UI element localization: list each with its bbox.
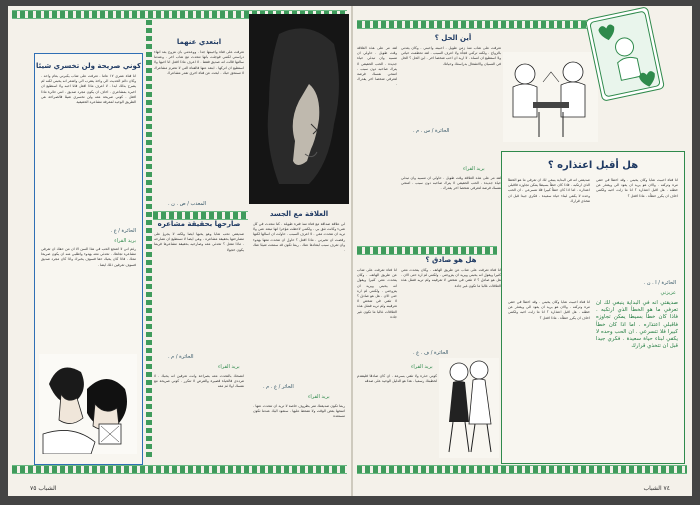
right-top-reply: لقد مر على هذه العلاقة وقت طويل . حاولي ان تنسيه وان تبدئي حياة جديدة . الحب الحقيقي لا يترك صاحبه دون سبب . امنحي نفسك فرصة لتعرفي شخصا اخر يقدرك . — [401, 176, 501, 191]
left-box — [34, 53, 143, 465]
left-box-signature: الحائرة / ع . — [110, 228, 136, 234]
right-mid-reply: كوني حذرة ولا تثقي بسرعة . ان كان صادقا فليتقدم لخطبتك رسميا . هذا هو الدليل الوحيد على صدقه — [357, 374, 437, 384]
right-box — [501, 151, 685, 464]
left-col2-text: صديقتي تحب شابا وهو يحبها ايضا ولكنه لا يجرؤ على مصارحتها بحقيقة مشاعره . وهي ايضا لا تستطيع ان تصارحه . ماذا تفعل ؟ تحدثي معه وصارحيه بحقيقة مشاعرها فربما يكون خجولا — [154, 232, 244, 252]
right-top-signature: الحائرة / س . م . — [413, 128, 450, 134]
right-mid-continued: انا فتاة تعرفت على شاب عن طريق الهاتف . وكان يتحدث معي كثيرا ويقول انه يحبني ويريد ان يتزوجني . ولكنني لم اره حتى الان . هل هو صادق ؟ لا تثقي في شخص لا تعرفينه ولم تريه فمثل هذه العلاقات غالبا ما تكون غير جادة — [357, 268, 397, 319]
left-mid-subtitle: بريد القراء — [308, 394, 330, 400]
right-mid-subtitle: بريد القراء — [411, 364, 433, 370]
right-box-subtitle: عزيزتي — [660, 290, 676, 296]
right-box-reply: صديقتي انه في البداية ينبغي لك ان تعرفي ما هو الخطأ الذي ارتكبه . فاذا كان خطأ بسيطا يمكن تجاوزه فاقبلي اعتذاره . اما اذا كان خطأ كبيرا فلا تتسرعي . ان الحب وحده لا يكفي لبناء حياة سعيدة . فكري جيدا قبل ان تتخذي قرارك — [596, 300, 678, 350]
vine-band — [153, 211, 248, 220]
portrait-figure — [249, 14, 349, 204]
left-box-text: انا فتاة عمري ١٧ عاما . تعرفت على شاب يكبرني بعام واحد . وكان دائم الحديث الي واخذ يتقرب الي واشعر انه يحبني لكنه لم يصرح بذلك ابدا . لا اعرف ماذا افعل فانا احبه ولا استطيع ان اخبره بمشاعري . اخاف ان يكون مجرد صديق . انني حائرة ماذا افعل . كوني صريحة معه ولن تخسري شيئا فالصراحة هي الطريق الوحيد لمعرفة مشاعره الحقيقية — [41, 74, 136, 105]
right-box-reply-cont: انا فتاة احببت شابا وكان يحبني . وقد اخطأ في حقي مرة وتركته . والان هو يريد ان يعود الي ويعتذر عن خطئه . هل اقبل اعتذاره ؟ انا ما زلت احبه ولكنني اخاف ان يكرر خطأه . ماذا افعل ؟ — [508, 300, 590, 320]
couple-dancing-illustration — [439, 358, 499, 458]
left-box-title: كوني صريحة ولن تخسري شيئا — [35, 62, 142, 70]
left-mid-reply: ربما تكون صديقتك تمر بظروف خاصة لا تريد ان تتحدث عنها . امنحها بعض الوقت ولا تضغط عليها . ستعود اليك عندما تكون مستعدة — [253, 404, 345, 419]
right-mid-title: هل هو صادق ؟ — [425, 256, 477, 264]
left-mid-title: العلاقة مع الجسد — [269, 210, 329, 218]
right-top-text: تعرفت على شاب منذ زمن طويل . احببته واحبني . وكان يعدني بالزواج . ولكنه تركني فجأة ولا اعرف السبب . لقد تحطمت حياتي ولا استطيع ان انساه . لا اريد ان احب شخصا اخر . اين الحل ؟ الحل في النسيان والانشغال بدراستك وحياتك — [401, 46, 501, 66]
left-col-text: تعرفت على فتاة واحببتها جدا . ووعدتني بان نتزوج بعد انهاء دراستي لكنني فوجئت بانها تتحدث مع شاب اخر . وعندما سالتها قالت انه صديق فقط . لا اعرف ماذا افعل انا احبها ولا استطيع ان اتركها . ابتعد عنها فالفتاة التي لا تحترم مشاعرك لا تستحق حبك . ابحث عن فتاة اخرى تقدر مشاعرك — [154, 50, 244, 75]
right-box-signature: الحائرة / ا . ن . — [643, 280, 676, 286]
vine-divider — [146, 20, 152, 460]
left-col2-reply: انصحك بالتحدث معه بصراحة وانت تعرفين انه يحبك . لا تترددي فالحياة قصيرة والفرص لا تتكرر . كوني صريحة مع نفسك اولا ثم معه — [154, 374, 244, 389]
left-col-signature: المعذب / ص . ن . — [168, 201, 207, 207]
left-box-reply: رغم اني لا اشجع الحب في هذا السن الا ان من حقك ان تعرفي مشاعره تجاهك . تحدثي معه بهدوء واطلبي منه ان يكون صريحا معك . فاذا كان يحبك حقا فسوف يخبرك واذا كان مجرد صديق فسوف تعرفين ذلك ايضا . — [41, 247, 136, 267]
left-page — [8, 6, 351, 496]
left-mid-signature: الحائر / ع . م . — [263, 384, 294, 390]
left-col-title: ابتعدي عنهما — [176, 38, 222, 46]
left-col2-subtitle: بريد القراء — [218, 364, 240, 370]
right-mid-signature: الحائرة / ف . ع . — [413, 350, 449, 356]
vine-border-bottom-right — [357, 465, 687, 474]
vine-band-right — [357, 246, 497, 255]
right-top-title: أين الحل ؟ — [434, 34, 472, 42]
right-top-continued: لقد مر على هذه العلاقة وقت طويل . حاولي ان تنسيه وان تبدئي حياة جديدة . الحب الحقيقي لا يترك صاحبه دون سبب . امنحي نفسك فرصة لتعرفي شخصا اخر يقدرك . — [357, 46, 397, 87]
portrait-photo — [249, 14, 349, 204]
couple-illustration — [39, 354, 137, 454]
left-box-subtitle: بريد القراء — [114, 238, 136, 244]
right-box-text: انا فتاة احببت شابا وكان يحبني . وقد اخطأ في حقي مرة وتركته . والان هو يريد ان يعود الي ويعتذر عن خطئه . هل اقبل اعتذاره ؟ انا ما زلت احبه ولكنني اخاف ان يكرر خطأه . ماذا افعل ؟ — [596, 178, 678, 198]
card-players-illustration — [503, 52, 598, 142]
vine-border-top-right — [357, 20, 595, 29]
right-top-subtitle: بريد القراء — [463, 166, 485, 172]
left-page-footer: الشباب ٧٥ — [30, 485, 57, 492]
left-col2-signature: الحائرة / م . — [168, 354, 194, 360]
vine-border-bottom — [12, 465, 347, 474]
right-page-footer: ٧٤ الشباب — [643, 485, 670, 492]
right-page — [353, 6, 692, 496]
right-mid-text: انا فتاة تعرفت على شاب عن طريق الهاتف . وكان يتحدث معي كثيرا ويقول انه يحبني ويريد ان يتزوجني . ولكنني لم اره حتى الان . هل هو صادق ؟ لا تثقي في شخص لا تعرفينه ولم تريه فمثل هذه العلاقات غالبا ما تكون غير جادة — [401, 268, 501, 288]
left-col2-title: صارحها بحقيقة مشاعره — [157, 220, 241, 228]
right-box-title: هل أقبل اعتذاره ؟ — [547, 160, 639, 171]
left-mid-text: لي علاقة صداقة مع فتاة منذ فترة طويلة . كنا نتحدث في كل شيء وكانت تثق بي . ولكنني لاحظت مؤخرا انها تبتعد عني ولا تريد ان تتحدث معي . لا اعرف السبب . حاولت ان اسالها لكنها رفضت ان تخبرني . ماذا افعل ؟ حاول ان تتحدث معها بهدوء وان تعرف سبب ابتعادها عنك . ربما تكون قد سمعت شيئا عنك . — [253, 222, 345, 253]
right-box-text-cont: صديقتي انه في البداية ينبغي لك ان تعرفي ما هو الخطأ الذي ارتكبه . فاذا كان خطأ بسيطا يمكن تجاوزه فاقبلي اعتذاره . اما اذا كان خطأ كبيرا فلا تتسرعي . ان الحب وحده لا يكفي لبناء حياة سعيدة . فكري جيدا قبل ان تتخذي قرارك — [508, 178, 590, 203]
